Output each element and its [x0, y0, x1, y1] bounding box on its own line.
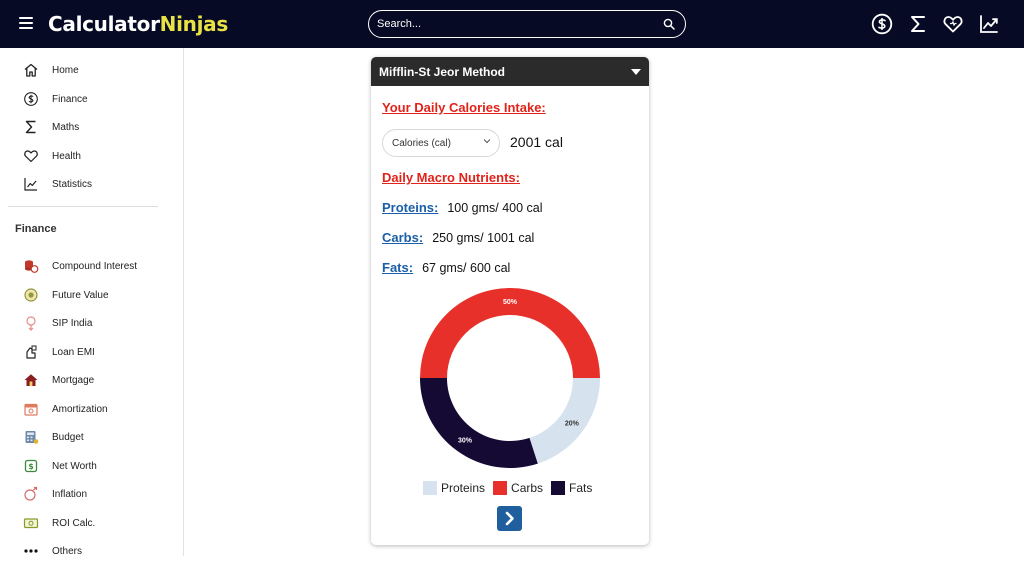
svg-text:$: $ [28, 462, 34, 472]
sidebar-item-label: Maths [52, 121, 80, 133]
sidebar-item-label: Others [52, 545, 83, 557]
method-dropdown[interactable] [371, 57, 649, 86]
chevron-down-icon [483, 137, 491, 145]
sidebar-item-inflation[interactable] [22, 484, 88, 504]
sidebar-item-label: Compound Interest [52, 260, 138, 272]
sidebar-item-label: Finance [52, 93, 88, 105]
legend-label-proteins[interactable]: Proteins [441, 481, 486, 495]
chart-icon[interactable] [978, 13, 1000, 35]
donut-slice-fats[interactable] [420, 378, 538, 468]
macro-value-proteins: 100 gms/ 400 cal [447, 201, 543, 215]
sidebar-item-health[interactable] [22, 146, 81, 166]
sidebar-section-title: Finance [15, 223, 57, 235]
sidebar-item-loan-emi[interactable] [22, 342, 95, 362]
budget-icon [22, 428, 40, 446]
sidebar-item-label: Loan EMI [52, 346, 95, 358]
heart-icon [22, 147, 40, 165]
calendar-icon [22, 400, 40, 418]
sigma-icon[interactable] [907, 13, 929, 35]
sidebar-item-statistics[interactable] [22, 174, 93, 194]
macro-donut-chart [419, 287, 601, 469]
coins-icon [22, 257, 40, 275]
unit-select-value: Calories (cal) [392, 138, 451, 149]
macro-row-proteins [382, 200, 543, 215]
macro-row-carbs [382, 230, 534, 245]
sidebar-item-net-worth[interactable] [22, 456, 97, 476]
sidebar-item-home[interactable] [22, 60, 79, 80]
sidebar-item-label: Mortgage [52, 374, 95, 386]
unit-select[interactable] [382, 129, 500, 157]
logo-text-part1: Calculator [48, 12, 160, 36]
legend-swatch-proteins [423, 481, 437, 495]
house-icon [22, 371, 40, 389]
legend-label-fats[interactable]: Fats [569, 481, 593, 495]
chevron-right-icon [502, 511, 517, 526]
more-icon [22, 542, 40, 560]
sidebar-item-finance[interactable] [22, 89, 88, 109]
sidebar-divider [8, 206, 158, 207]
sidebar-item-label: ROI Calc. [52, 517, 96, 529]
macro-value-carbs: 250 gms/ 1001 cal [432, 231, 535, 245]
chart-icon [22, 175, 40, 193]
sip-icon [22, 314, 40, 332]
sidebar-item-budget[interactable] [22, 427, 84, 447]
sidebar-item-label: Home [52, 64, 79, 76]
result-card [371, 57, 649, 545]
sidebar-item-label: Amortization [52, 403, 108, 415]
loan-icon [22, 343, 40, 361]
logo-text-part2: Ninjas [159, 12, 228, 36]
legend-swatch-fats [551, 481, 565, 495]
sidebar-item-label: Statistics [52, 178, 93, 190]
macro-value-fats: 67 gms/ 600 cal [422, 261, 511, 275]
next-button[interactable] [497, 506, 522, 531]
sidebar-item-compound-interest[interactable] [22, 256, 138, 276]
sidebar-item-label: Budget [52, 431, 84, 443]
calories-value: 2001 cal [510, 134, 563, 150]
site-logo[interactable] [48, 12, 228, 36]
sidebar-item-roi-calc[interactable] [22, 513, 96, 533]
sidebar-item-maths[interactable] [22, 117, 80, 137]
search-box [368, 10, 686, 38]
future-value-icon [22, 286, 40, 304]
donut-label-proteins: 20% [564, 420, 579, 428]
donut-label-fats: 30% [458, 437, 473, 445]
legend-label-carbs[interactable]: Carbs [511, 481, 544, 495]
sidebar-item-sip-india[interactable] [22, 313, 93, 333]
inflation-icon [22, 485, 40, 503]
money-icon [22, 457, 40, 475]
search-input[interactable] [377, 14, 657, 34]
donut-label-carbs: 50% [502, 299, 518, 306]
macro-label-carbs[interactable]: Carbs: [382, 230, 424, 245]
chart-legend [423, 480, 600, 496]
dollar-icon [22, 90, 40, 108]
caret-down-icon [631, 69, 641, 75]
macro-label-proteins[interactable]: Proteins: [382, 200, 439, 215]
sidebar-item-future-value[interactable] [22, 285, 109, 305]
method-label: Mifflin-St Jeor Method [379, 65, 505, 79]
menu-icon[interactable] [19, 17, 33, 29]
macro-row-fats [382, 260, 510, 275]
dollar-icon[interactable] [871, 13, 893, 35]
sidebar-item-label: Inflation [52, 488, 88, 500]
sidebar-item-others[interactable] [22, 541, 83, 561]
top-navbar [0, 0, 1024, 48]
sidebar-item-label: Health [52, 150, 81, 162]
search-icon[interactable] [663, 18, 675, 30]
sidebar-item-label: Net Worth [52, 460, 97, 472]
sidebar-item-mortgage[interactable] [22, 370, 95, 390]
sidebar [0, 48, 184, 556]
sidebar-item-amortization[interactable] [22, 399, 108, 419]
roi-icon [22, 514, 40, 532]
calories-heading: Your Daily Calories Intake: [382, 100, 546, 115]
home-icon [22, 61, 40, 79]
legend-swatch-carbs [493, 481, 507, 495]
heart-icon[interactable] [942, 13, 964, 35]
sidebar-item-label: SIP India [52, 317, 93, 329]
macro-heading: Daily Macro Nutrients: [382, 170, 520, 185]
macro-label-fats[interactable]: Fats: [382, 260, 414, 275]
sidebar-item-label: Future Value [52, 289, 109, 301]
sigma-icon [22, 118, 40, 136]
